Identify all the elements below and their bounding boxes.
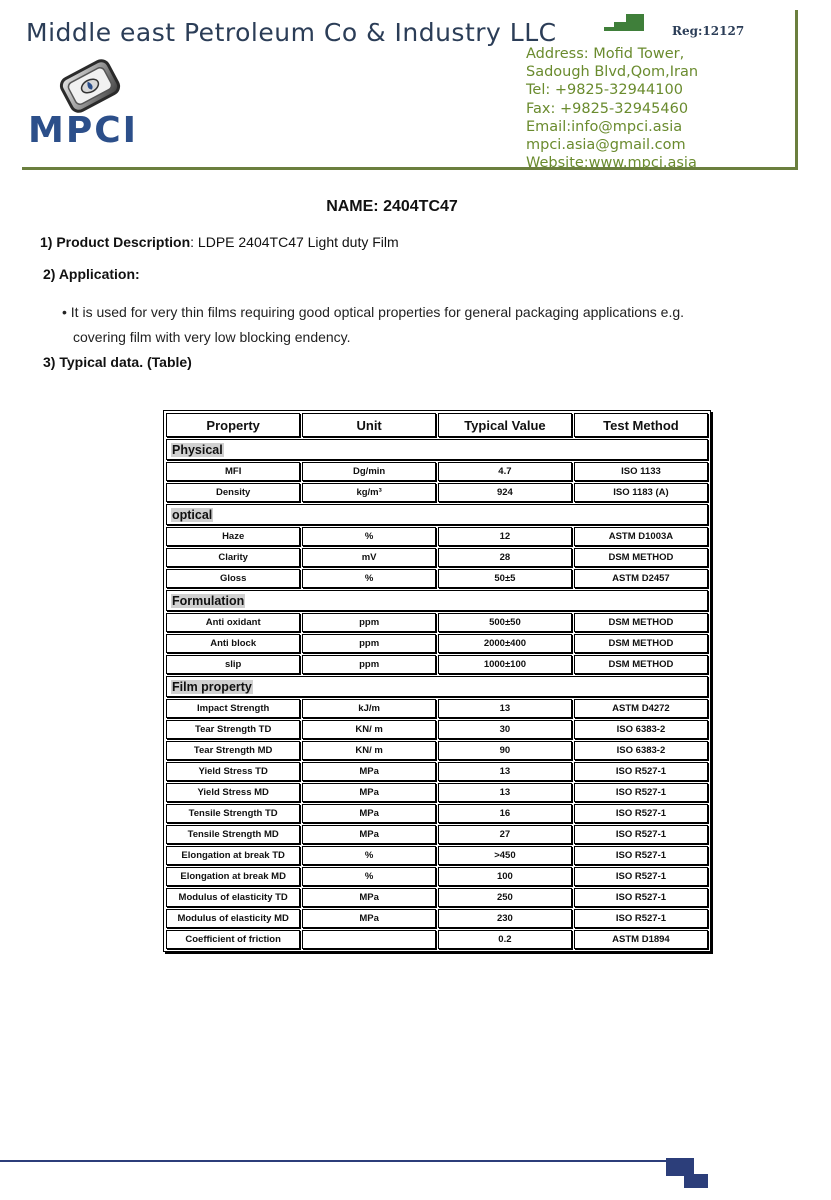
unit-cell: mV	[302, 548, 436, 567]
typical-value-cell: 924	[438, 483, 572, 502]
email: Email:info@mpci.asia	[526, 118, 683, 135]
group-cell	[166, 676, 708, 697]
test-method-cell: ISO R527-1	[574, 762, 708, 781]
contact-block	[526, 45, 698, 172]
property-cell: Tear Strength TD	[166, 720, 300, 739]
table-row	[166, 699, 708, 718]
table-row	[166, 825, 708, 844]
test-method-cell: ISO R527-1	[574, 804, 708, 823]
typical-value-cell: 1000±100	[438, 655, 572, 674]
document-title: NAME: 2404TC47	[326, 198, 458, 215]
typical-value-cell: 100	[438, 867, 572, 886]
test-method-cell: ISO 6383-2	[574, 741, 708, 760]
oil-drum-icon	[50, 54, 130, 118]
typical-data-heading: 3) Typical data. (Table)	[43, 354, 192, 370]
typical-value-cell: 12	[438, 527, 572, 546]
header-unit: Unit	[302, 413, 436, 437]
test-method-cell: ISO 6383-2	[574, 720, 708, 739]
email-alt: mpci.asia@gmail.com	[526, 137, 686, 154]
test-method-cell: ISO R527-1	[574, 909, 708, 928]
company-name: Middle east Petroleum Co & Industry LLC	[26, 18, 557, 47]
product-description	[40, 234, 399, 250]
table-row	[166, 462, 708, 481]
typical-value-cell: 27	[438, 825, 572, 844]
product-description-label: 1) Product Description	[40, 234, 191, 250]
company-logo-text: MPCI	[28, 110, 139, 151]
table-row	[166, 655, 708, 674]
test-method-cell: ASTM D4272	[574, 699, 708, 718]
address-line-1: Address: Mofid Tower,	[526, 46, 685, 62]
table-row	[166, 527, 708, 546]
group-heading: Film property	[172, 679, 252, 694]
group-heading: Physical	[172, 442, 223, 457]
property-cell: MFI	[166, 462, 300, 481]
test-method-cell: DSM METHOD	[574, 655, 708, 674]
table-row	[166, 569, 708, 588]
letterhead	[22, 10, 798, 170]
phone: Tel: +9825-32944100	[526, 82, 683, 99]
unit-cell: %	[302, 569, 436, 588]
property-cell: Haze	[166, 527, 300, 546]
table-header-row	[166, 413, 708, 437]
header-typical-value: Typical Value	[438, 413, 572, 437]
table-row	[166, 613, 708, 632]
typical-data-table	[163, 410, 711, 952]
unit-cell	[302, 930, 436, 949]
unit-cell: KN/ m	[302, 720, 436, 739]
typical-value-cell: >450	[438, 846, 572, 865]
table-group-row	[166, 590, 708, 611]
typical-value-cell: 90	[438, 741, 572, 760]
property-cell: Clarity	[166, 548, 300, 567]
header-test-method: Test Method	[574, 413, 708, 437]
unit-cell: ppm	[302, 634, 436, 653]
footer-square-decoration	[684, 1174, 708, 1188]
typical-value-cell: 50±5	[438, 569, 572, 588]
test-method-cell: ASTM D2457	[574, 569, 708, 588]
table-row	[166, 888, 708, 907]
group-heading: optical	[172, 507, 213, 522]
typical-value-cell: 13	[438, 699, 572, 718]
test-method-cell: ISO R527-1	[574, 825, 708, 844]
table-row	[166, 483, 708, 502]
footer-rule	[0, 1160, 690, 1162]
unit-cell: kg/m³	[302, 483, 436, 502]
typical-value-cell: 16	[438, 804, 572, 823]
table-row	[166, 741, 708, 760]
unit-cell: MPa	[302, 825, 436, 844]
typical-value-cell: 230	[438, 909, 572, 928]
unit-cell: MPa	[302, 783, 436, 802]
application-heading: 2) Application:	[43, 266, 140, 282]
property-cell: Coefficient of friction	[166, 930, 300, 949]
property-cell: Density	[166, 483, 300, 502]
property-cell: Modulus of elasticity TD	[166, 888, 300, 907]
unit-cell: %	[302, 527, 436, 546]
property-cell: Anti oxidant	[166, 613, 300, 632]
typical-value-cell: 4.7	[438, 462, 572, 481]
unit-cell: MPa	[302, 888, 436, 907]
test-method-cell: ISO 1133	[574, 462, 708, 481]
typical-value-cell: 500±50	[438, 613, 572, 632]
group-cell	[166, 504, 708, 525]
application-line-1: • It is used for very thin films requiring good optical properties for general packaging applications e.g.	[62, 304, 685, 320]
property-cell: Tensile Strength TD	[166, 804, 300, 823]
table-group-row	[166, 439, 708, 460]
property-cell: Impact Strength	[166, 699, 300, 718]
group-heading: Formulation	[172, 593, 245, 608]
unit-cell: KN/ m	[302, 741, 436, 760]
test-method-cell: DSM METHOD	[574, 613, 708, 632]
table-row	[166, 720, 708, 739]
typical-value-cell: 2000±400	[438, 634, 572, 653]
test-method-cell: ISO R527-1	[574, 888, 708, 907]
table-row	[166, 783, 708, 802]
application-bullet	[62, 300, 742, 350]
unit-cell: ppm	[302, 655, 436, 674]
property-cell: Elongation at break TD	[166, 846, 300, 865]
property-cell: Gloss	[166, 569, 300, 588]
property-cell: Modulus of elasticity MD	[166, 909, 300, 928]
table-row	[166, 867, 708, 886]
unit-cell: %	[302, 846, 436, 865]
property-cell: Yield Stress MD	[166, 783, 300, 802]
test-method-cell: ISO R527-1	[574, 867, 708, 886]
test-method-cell: DSM METHOD	[574, 634, 708, 653]
table-row	[166, 762, 708, 781]
table-row	[166, 930, 708, 949]
address-line-2: Sadough Blvd,Qom,Iran	[526, 64, 699, 81]
typical-value-cell: 0.2	[438, 930, 572, 949]
test-method-cell: ISO R527-1	[574, 783, 708, 802]
unit-cell: %	[302, 867, 436, 886]
typical-value-cell: 13	[438, 762, 572, 781]
property-cell: Tensile Strength MD	[166, 825, 300, 844]
property-cell: Elongation at break MD	[166, 867, 300, 886]
unit-cell: kJ/m	[302, 699, 436, 718]
test-method-cell: DSM METHOD	[574, 548, 708, 567]
unit-cell: MPa	[302, 762, 436, 781]
table-row	[166, 634, 708, 653]
property-cell: Yield Stress TD	[166, 762, 300, 781]
group-cell	[166, 439, 708, 460]
table-row	[166, 804, 708, 823]
registration-number: Reg:12127	[672, 24, 745, 38]
property-cell: Anti block	[166, 634, 300, 653]
website: Website:www.mpci.asia	[526, 155, 697, 172]
unit-cell: MPa	[302, 804, 436, 823]
product-description-value: : LDPE 2404TC47 Light duty Film	[190, 234, 399, 250]
test-method-cell: ASTM D1894	[574, 930, 708, 949]
unit-cell: ppm	[302, 613, 436, 632]
table-group-row	[166, 676, 708, 697]
property-cell: Tear Strength MD	[166, 741, 300, 760]
property-cell: slip	[166, 655, 300, 674]
test-method-cell: ISO R527-1	[574, 846, 708, 865]
typical-value-cell: 30	[438, 720, 572, 739]
application-line-2: covering film with very low blocking endency.	[73, 329, 351, 345]
fax: Fax: +9825-32945460	[526, 100, 689, 117]
typical-value-cell: 250	[438, 888, 572, 907]
table-row	[166, 548, 708, 567]
group-cell	[166, 590, 708, 611]
table-row	[166, 846, 708, 865]
table-row	[166, 909, 708, 928]
test-method-cell: ASTM D1003A	[574, 527, 708, 546]
test-method-cell: ISO 1183 (A)	[574, 483, 708, 502]
unit-cell: MPa	[302, 909, 436, 928]
typical-value-cell: 13	[438, 783, 572, 802]
table-group-row	[166, 504, 708, 525]
unit-cell: Dg/min	[302, 462, 436, 481]
typical-value-cell: 28	[438, 548, 572, 567]
header-property: Property	[166, 413, 300, 437]
